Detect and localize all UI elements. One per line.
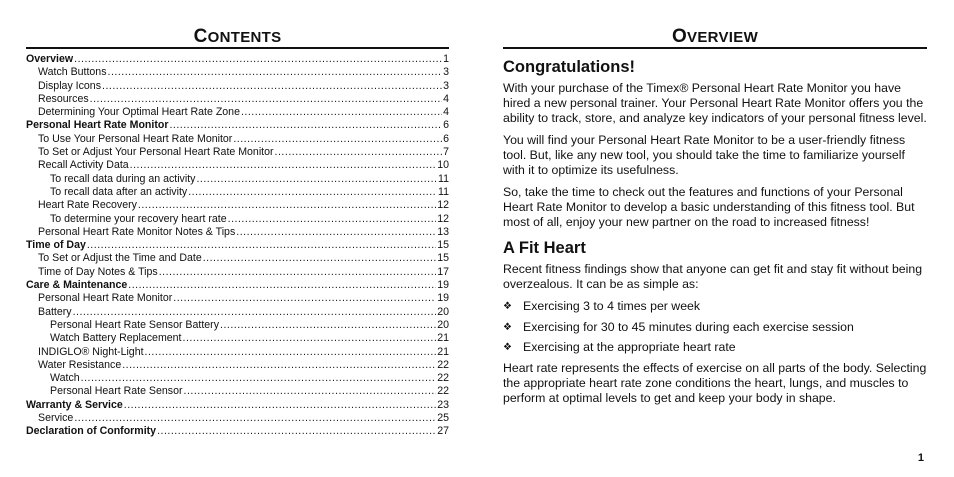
toc-entry-page: 4 bbox=[443, 106, 449, 119]
congrats-paragraph-1: With your purchase of the Timex® Personal Heart Rate Monitor you have hired a new personal trainer. Your Personal Heart Rate Monitor offers you the ability to track, store, and analyze key indicators of your personal fitness level. bbox=[503, 81, 927, 125]
bullet-text: Exercising at the appropriate heart rate bbox=[523, 340, 736, 354]
toc-entry-title: Time of Day bbox=[26, 239, 86, 252]
toc-entry-page: 3 bbox=[443, 79, 449, 92]
toc-dot-leader bbox=[74, 412, 436, 425]
toc-dot-leader bbox=[138, 199, 436, 212]
toc-entry-title: Personal Heart Rate Sensor Battery bbox=[50, 318, 219, 331]
toc-entry-page: 20 bbox=[437, 318, 449, 331]
toc-dot-leader bbox=[233, 133, 442, 146]
overview-header-cap: O bbox=[671, 26, 688, 47]
toc-entry-title: Recall Activity Data bbox=[38, 159, 129, 172]
contents-header bbox=[26, 0, 449, 46]
congratulations-heading: Congratulations! bbox=[503, 58, 635, 76]
toc-entry bbox=[26, 146, 449, 159]
toc-entry bbox=[26, 159, 449, 172]
toc-entry bbox=[26, 199, 449, 212]
toc-entry-page: 7 bbox=[443, 146, 449, 159]
toc-dot-leader bbox=[145, 346, 437, 359]
congrats-paragraph-2: You will find your Personal Heart Rate Monitor to be a user-friendly fitness tool. But, like any new tool, you should take the time to familiarize yourself with it to optimize its usefulness. bbox=[503, 133, 906, 177]
toc-dot-leader bbox=[128, 279, 436, 292]
toc-entry-page: 15 bbox=[437, 239, 449, 252]
toc-dot-leader bbox=[73, 306, 437, 319]
toc-entry-page: 22 bbox=[437, 358, 449, 371]
toc-entry-page: 4 bbox=[443, 92, 449, 105]
toc-entry-title: Care & Maintenance bbox=[26, 279, 128, 292]
toc-entry-page: 12 bbox=[437, 199, 449, 212]
toc-entry-page: 22 bbox=[437, 385, 449, 398]
toc-dot-leader bbox=[157, 425, 436, 438]
toc-entry-title: To recall data during an activity bbox=[50, 172, 196, 185]
toc-dot-leader bbox=[183, 332, 437, 345]
toc-entry bbox=[26, 359, 449, 372]
toc-entry-page: 3 bbox=[443, 66, 449, 79]
toc-dot-leader bbox=[203, 252, 436, 265]
toc-entry-title: Heart Rate Recovery bbox=[38, 199, 137, 212]
bullet-item bbox=[503, 299, 927, 314]
toc-entry bbox=[26, 239, 449, 252]
toc-entry bbox=[26, 119, 449, 132]
toc-dot-leader bbox=[184, 385, 437, 398]
toc-entry-title: Watch Battery Replacement bbox=[50, 332, 182, 345]
toc-entry-page: 11 bbox=[438, 172, 449, 185]
toc-entry bbox=[26, 226, 449, 239]
toc-dot-leader bbox=[87, 239, 436, 252]
toc-dot-leader bbox=[108, 66, 443, 79]
toc-entry-page: 12 bbox=[437, 212, 449, 225]
toc-entry bbox=[26, 66, 449, 79]
toc-entry bbox=[26, 306, 449, 319]
toc-entry bbox=[26, 106, 449, 119]
toc-entry-page: 17 bbox=[437, 265, 449, 278]
toc-entry bbox=[26, 279, 449, 292]
toc-entry bbox=[26, 372, 449, 385]
bullet-text: Exercising for 30 to 45 minutes during each exercise session bbox=[523, 319, 854, 334]
toc-entry-title: Water Resistance bbox=[38, 358, 122, 371]
toc-dot-leader bbox=[173, 292, 436, 305]
toc-dot-leader bbox=[90, 93, 442, 106]
toc-entry bbox=[26, 173, 449, 186]
toc-entry-title: Watch bbox=[50, 372, 80, 385]
toc-dot-leader bbox=[74, 53, 442, 66]
toc-list bbox=[26, 53, 449, 439]
fit-heart-heading: A Fit Heart bbox=[503, 239, 586, 257]
exercise-bullet-list bbox=[503, 299, 927, 355]
toc-entry bbox=[26, 53, 449, 66]
toc-dot-leader bbox=[236, 226, 436, 239]
toc-dot-leader bbox=[159, 266, 436, 279]
contents-header-rest: ONTENTS bbox=[207, 29, 282, 46]
toc-entry-title: Personal Heart Rate Sensor bbox=[50, 385, 183, 398]
toc-entry-page: 21 bbox=[437, 345, 449, 358]
toc-entry bbox=[26, 412, 449, 425]
toc-entry bbox=[26, 346, 449, 359]
toc-entry-title: Personal Heart Rate Monitor bbox=[38, 292, 173, 305]
toc-entry-page: 23 bbox=[437, 398, 449, 411]
toc-entry-page: 6 bbox=[443, 132, 449, 145]
toc-dot-leader bbox=[124, 399, 436, 412]
toc-entry-title: Warranty & Service bbox=[26, 398, 123, 411]
toc-entry bbox=[26, 319, 449, 332]
toc-entry bbox=[26, 252, 449, 265]
toc-entry bbox=[26, 133, 449, 146]
toc-entry-title: Resources bbox=[38, 92, 89, 105]
fit-paragraph-1: Recent fitness findings show that anyone can get fit and stay fit without being overzealous. It can be as simple as: bbox=[503, 262, 923, 291]
toc-entry-title: Personal Heart Rate Monitor Notes & Tips bbox=[38, 225, 236, 238]
toc-entry-title: Battery bbox=[38, 305, 72, 318]
toc-entry bbox=[26, 332, 449, 345]
diamond-bullet-icon: ❖ bbox=[503, 321, 512, 333]
toc-entry-title: To Set or Adjust Your Personal Heart Rate Monitor bbox=[38, 146, 274, 159]
toc-dot-leader bbox=[241, 106, 442, 119]
overview-rule bbox=[503, 47, 927, 49]
toc-entry-title: Overview bbox=[26, 53, 74, 65]
toc-dot-leader bbox=[220, 319, 436, 332]
toc-entry-title: Watch Buttons bbox=[38, 66, 107, 79]
toc-entry bbox=[26, 425, 449, 438]
toc-entry-page: 19 bbox=[437, 292, 449, 305]
contents-column bbox=[26, 0, 449, 439]
congrats-paragraph-3: So, take the time to check out the features and functions of your Personal Heart Rate Monitor to develop a basic understanding of this fitness tool. But most of all, enjoy your new partner on the road to increased fitness! bbox=[503, 185, 915, 229]
toc-entry-title: Determining Your Optimal Heart Rate Zone bbox=[38, 106, 240, 119]
toc-entry-title: To determine your recovery heart rate bbox=[50, 212, 227, 225]
toc-entry-title: Service bbox=[38, 412, 74, 425]
toc-entry-title: Personal Heart Rate Monitor bbox=[26, 119, 169, 132]
toc-dot-leader bbox=[188, 186, 437, 199]
toc-entry-title: Time of Day Notes & Tips bbox=[38, 265, 158, 278]
toc-entry bbox=[26, 399, 449, 412]
toc-entry bbox=[26, 186, 449, 199]
toc-dot-leader bbox=[275, 146, 443, 159]
toc-entry-page: 13 bbox=[437, 225, 449, 238]
toc-dot-leader bbox=[122, 359, 436, 372]
toc-dot-leader bbox=[228, 213, 437, 226]
toc-entry-page: 25 bbox=[437, 412, 449, 425]
toc-entry-page: 1 bbox=[443, 53, 449, 65]
toc-entry bbox=[26, 93, 449, 106]
toc-dot-leader bbox=[169, 119, 442, 132]
toc-entry-page: 11 bbox=[438, 185, 449, 198]
diamond-bullet-icon: ❖ bbox=[503, 301, 512, 312]
overview-column bbox=[503, 0, 927, 413]
toc-dot-leader bbox=[102, 80, 442, 93]
toc-entry-title: Display Icons bbox=[38, 79, 101, 92]
contents-header-cap: C bbox=[193, 26, 208, 47]
overview-header bbox=[503, 0, 927, 46]
toc-entry-title: To Use Your Personal Heart Rate Monitor bbox=[38, 132, 233, 145]
toc-entry bbox=[26, 213, 449, 226]
toc-entry-page: 19 bbox=[437, 279, 449, 292]
diamond-bullet-icon: ❖ bbox=[503, 342, 512, 353]
fit-paragraph-2: Heart rate represents the effects of exercise on all parts of the body. Selecting the appropriate heart rate zone conditions the heart, lungs, and muscles to perform at optimal levels to get and keep your body in shape. bbox=[503, 360, 927, 405]
toc-entry-page: 27 bbox=[437, 425, 449, 438]
toc-entry bbox=[26, 266, 449, 279]
toc-entry-title: To Set or Adjust the Time and Date bbox=[38, 252, 202, 265]
toc-entry bbox=[26, 292, 449, 305]
toc-entry-page: 6 bbox=[443, 119, 449, 132]
toc-dot-leader bbox=[130, 159, 437, 172]
toc-entry bbox=[26, 385, 449, 398]
bullet-text: Exercising 3 to 4 times per week bbox=[523, 299, 701, 313]
toc-entry bbox=[26, 80, 449, 93]
toc-entry-title: INDIGLO® Night-Light bbox=[38, 345, 144, 358]
toc-dot-leader bbox=[196, 173, 437, 186]
toc-entry-title: Declaration of Conformity bbox=[26, 425, 157, 438]
toc-entry-page: 20 bbox=[437, 305, 449, 318]
toc-entry-title: To recall data after an activity bbox=[50, 185, 188, 198]
overview-header-rest: VERVIEW bbox=[687, 29, 759, 46]
contents-rule bbox=[26, 47, 449, 49]
bullet-item bbox=[503, 320, 927, 335]
page-number: 1 bbox=[917, 452, 924, 464]
toc-entry-page: 10 bbox=[437, 159, 449, 172]
bullet-item bbox=[503, 340, 927, 355]
toc-dot-leader bbox=[81, 372, 437, 385]
toc-entry-page: 21 bbox=[437, 332, 449, 345]
toc-entry-page: 15 bbox=[437, 252, 449, 265]
toc-entry-page: 22 bbox=[437, 372, 449, 385]
